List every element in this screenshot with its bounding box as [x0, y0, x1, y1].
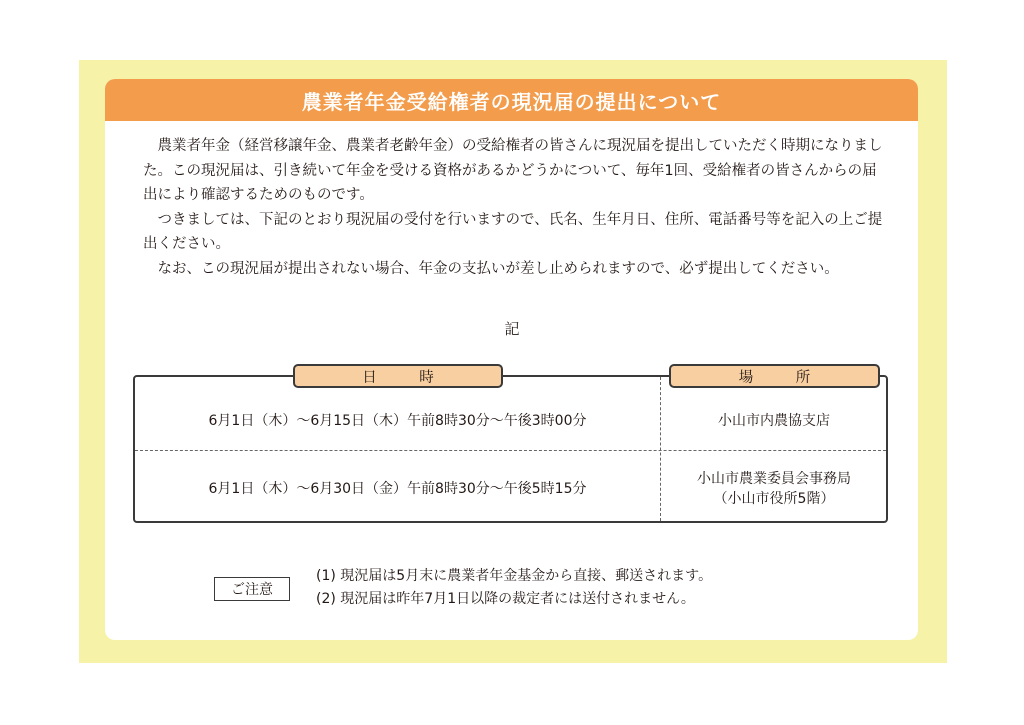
- notice-label: ご注意: [214, 577, 290, 601]
- header-place: 場 所: [669, 364, 880, 388]
- title-bar: [105, 79, 918, 121]
- row-1-datetime-text: 6月1日（木）～6月15日（木）午前8時30分～午後3時00分: [208, 413, 587, 429]
- row-2-datetime: [140, 465, 655, 513]
- header-datetime: 日 時: [293, 364, 503, 388]
- notice-list: [316, 565, 712, 611]
- body-paragraph-1: 農業者年金（経営移譲年金、農業者老齢年金）の受給権者の皆さんに現況届を提出していただく時期になりました。この現況届は、引き続いて年金を受ける資格があるかどうかについて、毎年1回、受給権者の皆さんからの届出により確認するためのものです。: [143, 138, 883, 203]
- row-2-place-line1: 小山市農業委員会事務局: [697, 471, 851, 487]
- body-text: [143, 134, 888, 281]
- row-2-datetime-text: 6月1日（木）～6月30日（金）午前8時30分～午後5時15分: [208, 481, 587, 497]
- row-2-place-line2: （小山市役所5階）: [713, 491, 835, 507]
- notice-item-1: (1) 現況届は5月末に農業者年金基金から直接、郵送されます。: [316, 568, 713, 584]
- page-title: 農業者年金受給権者の現況届の提出について: [301, 89, 722, 114]
- body-paragraph-2: つきましては、下記のとおり現況届の受付を行いますので、氏名、生年月日、住所、電話番号等を記入の上ご提出ください。: [143, 211, 883, 252]
- row-1-datetime: [140, 400, 655, 442]
- row-divider: [135, 450, 886, 451]
- notice-item-2: (2) 現況届は昨年7月1日以降の裁定者には送付されません。: [316, 591, 695, 607]
- ki-heading: 記: [504, 320, 520, 338]
- body-paragraph-3: なお、この現況届が提出されない場合、年金の支払いが差し止められますので、必ず提出してください。: [157, 260, 839, 277]
- column-divider: [660, 377, 661, 521]
- row-1-place: [663, 400, 885, 442]
- row-2-place: [663, 465, 885, 513]
- row-1-place-text: 小山市内農協支店: [718, 413, 830, 429]
